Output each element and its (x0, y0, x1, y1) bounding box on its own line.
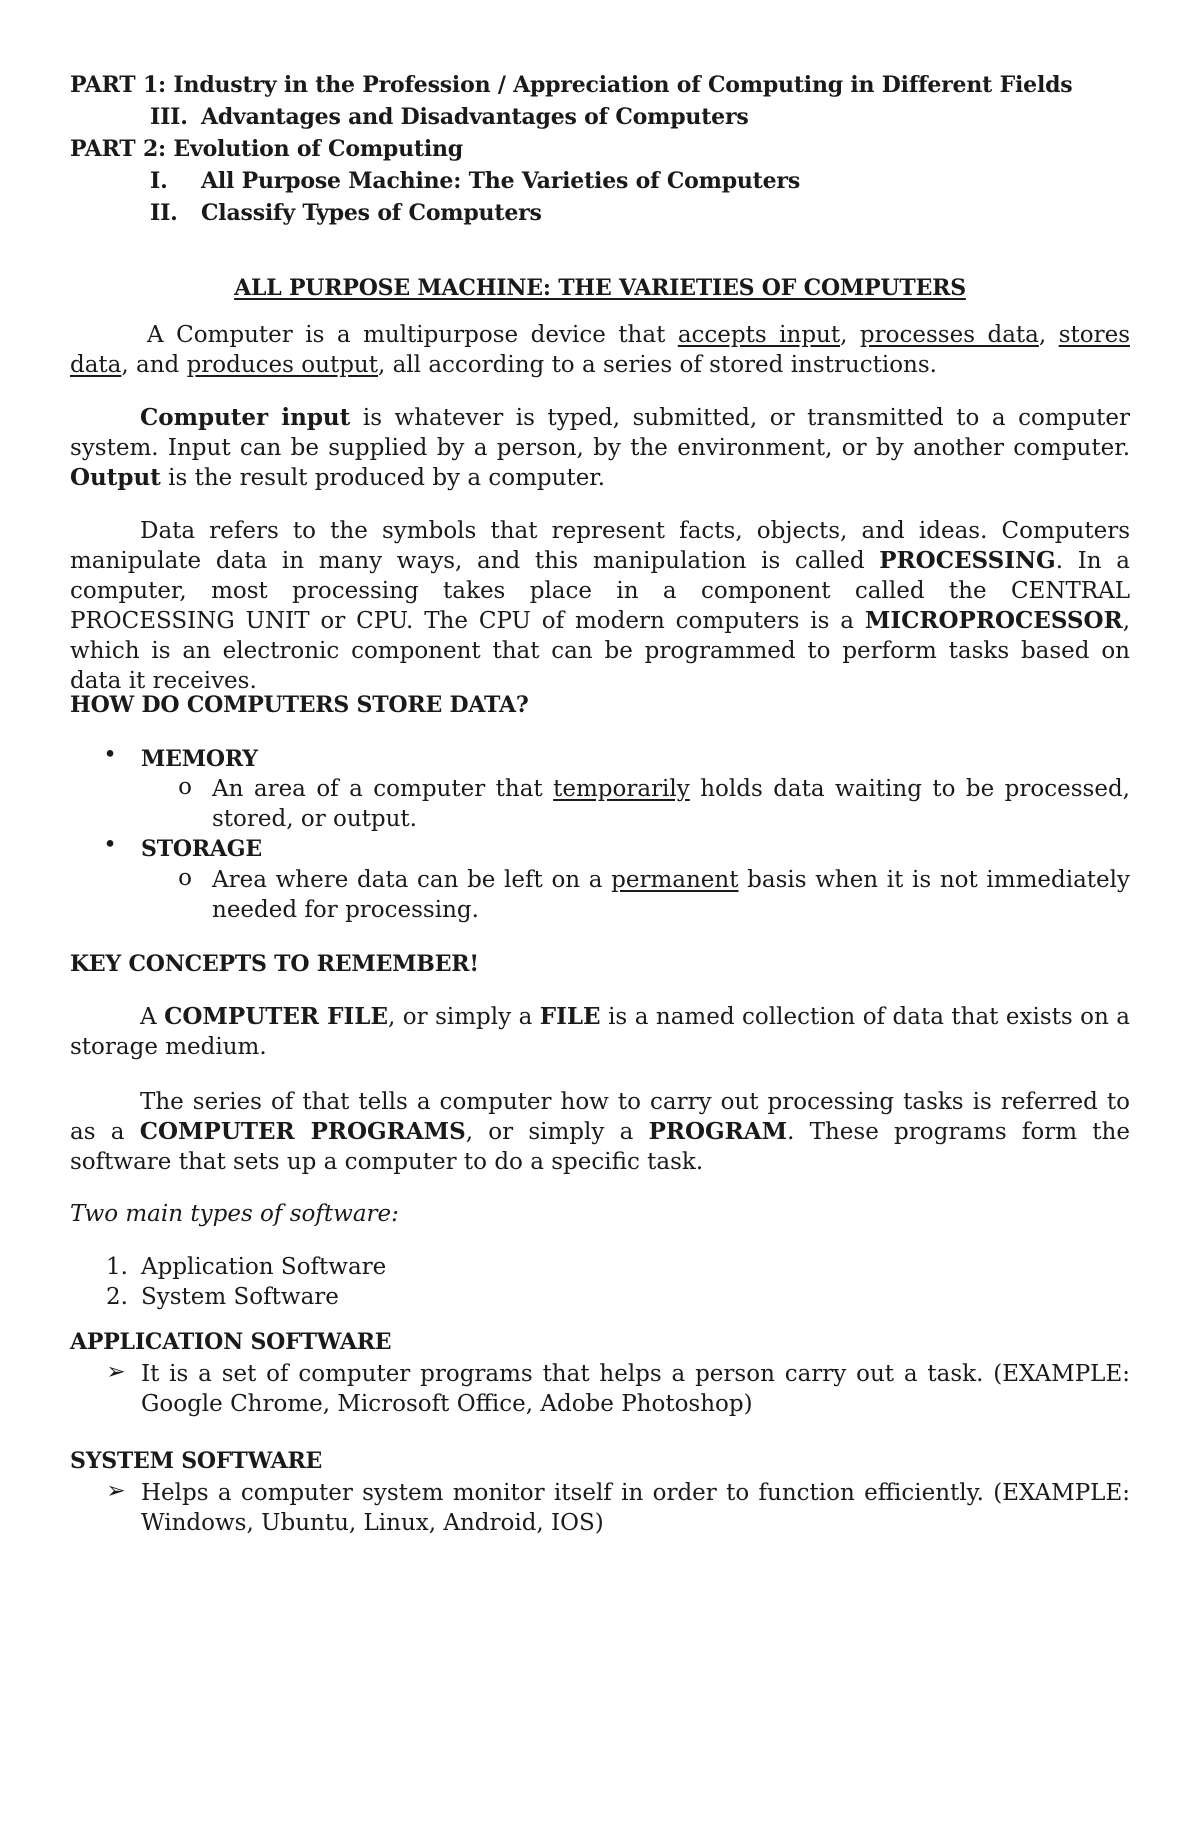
file-paragraph: A COMPUTER FILE, or simply a FILE is a named collection of data that exists on a storage medium. (70, 1003, 1131, 1060)
outline-part2: PART 2: Evolution of Computing (70, 136, 463, 162)
list-number: 1. (106, 1254, 128, 1280)
term-program: PROGRAM (648, 1118, 788, 1145)
data-paragraph: Data refers to the symbols that represent facts, objects, and ideas. Computers manipulate data in many ways, and this manipulation is called PROCESSING. In a computer, most processing takes place in a component called the CENTRAL PROCESSING UNIT or CPU. The CPU of modern computers is a MICROPROCESSOR, which is an electronic component that can be programmed to perform tasks based on data it receives. (70, 518, 1130, 694)
program-paragraph: The series of that tells a computer how to carry out processing tasks is referred to as a COMPUTER PROGRAMS, or simply a PROGRAM. These programs form the software that sets up a computer to do a specific task. (70, 1089, 1130, 1175)
term-computer-programs: COMPUTER PROGRAMS (139, 1118, 466, 1145)
bullet-circle: o (178, 865, 192, 891)
term-processes-data: processes data (859, 322, 1039, 348)
software-type-item: System Software (141, 1284, 339, 1310)
term-computer-file: COMPUTER FILE (164, 1003, 388, 1030)
term-permanent: permanent (611, 867, 739, 893)
outline-part1: PART 1: Industry in the Profession / Appreciation of Computing in Different Fields (70, 72, 1073, 98)
outline-part1-item: Advantages and Disadvantages of Computers (201, 104, 749, 130)
term-processing: PROCESSING (879, 547, 1056, 574)
section-heading-application-software: APPLICATION SOFTWARE (70, 1329, 392, 1355)
term-computer-input: Computer input (140, 404, 351, 431)
outline-part2-item: All Purpose Machine: The Varieties of Computers (201, 168, 801, 194)
memory-label: MEMORY (141, 746, 258, 772)
system-software-description: Helps a computer system monitor itself in order to function efficiently. (EXAMPLE: Windows, Ubuntu, Linux, Android, IOS) (141, 1480, 1130, 1536)
memory-description: An area of a computer that temporarily holds data waiting to be processed, stored, or output. (212, 776, 1130, 832)
outline-part2-item: Classify Types of Computers (201, 200, 542, 226)
storage-label: STORAGE (141, 836, 262, 862)
term-accepts-input: accepts input (677, 322, 841, 348)
page-title: ALL PURPOSE MACHINE: THE VARIETIES OF COMPUTERS (234, 275, 966, 301)
section-heading-system-software: SYSTEM SOFTWARE (70, 1448, 323, 1474)
term-output: Output (70, 464, 161, 491)
storage-description: Area where data can be left on a permanent basis when it is not immediately needed for processing. (212, 867, 1130, 923)
outline-part1-item-num: III. (150, 104, 188, 130)
term-microprocessor: MICROPROCESSOR (864, 607, 1123, 634)
software-types-label: Two main types of software: (70, 1201, 399, 1227)
software-type-item: Application Software (141, 1254, 387, 1280)
bullet-circle: o (178, 774, 192, 800)
term-produces-output: produces output (186, 352, 378, 378)
application-software-description: It is a set of computer programs that helps a person carry out a task. (EXAMPLE: Google Chrome, Microsoft Office, Adobe Photoshop) (141, 1361, 1130, 1417)
input-paragraph: Computer input is whatever is typed, submitted, or transmitted to a computer system. Input can be supplied by a person, by the environment, or by another computer. Output is the result produced by a computer. (70, 404, 1130, 491)
bullet-dot: • (103, 742, 117, 768)
term-stores-data: stores data (70, 322, 1131, 378)
outline-part2-item-num: I. (150, 168, 168, 194)
arrow-bullet-icon: ➢ (106, 1359, 126, 1385)
outline-part2-item-num: II. (150, 200, 178, 226)
list-number: 2. (106, 1284, 128, 1310)
section-heading-store: HOW DO COMPUTERS STORE DATA? (70, 692, 529, 718)
arrow-bullet-icon: ➢ (106, 1478, 126, 1504)
term-file: FILE (539, 1003, 601, 1030)
term-temporarily: temporarily (553, 776, 690, 802)
intro-paragraph: A Computer is a multipurpose device that accepts input, processes data, stores data, and produces output, all according to a series of stored instructions. (70, 322, 1131, 378)
bullet-dot: • (103, 832, 117, 858)
section-heading-key-concepts: KEY CONCEPTS TO REMEMBER! (70, 951, 479, 977)
